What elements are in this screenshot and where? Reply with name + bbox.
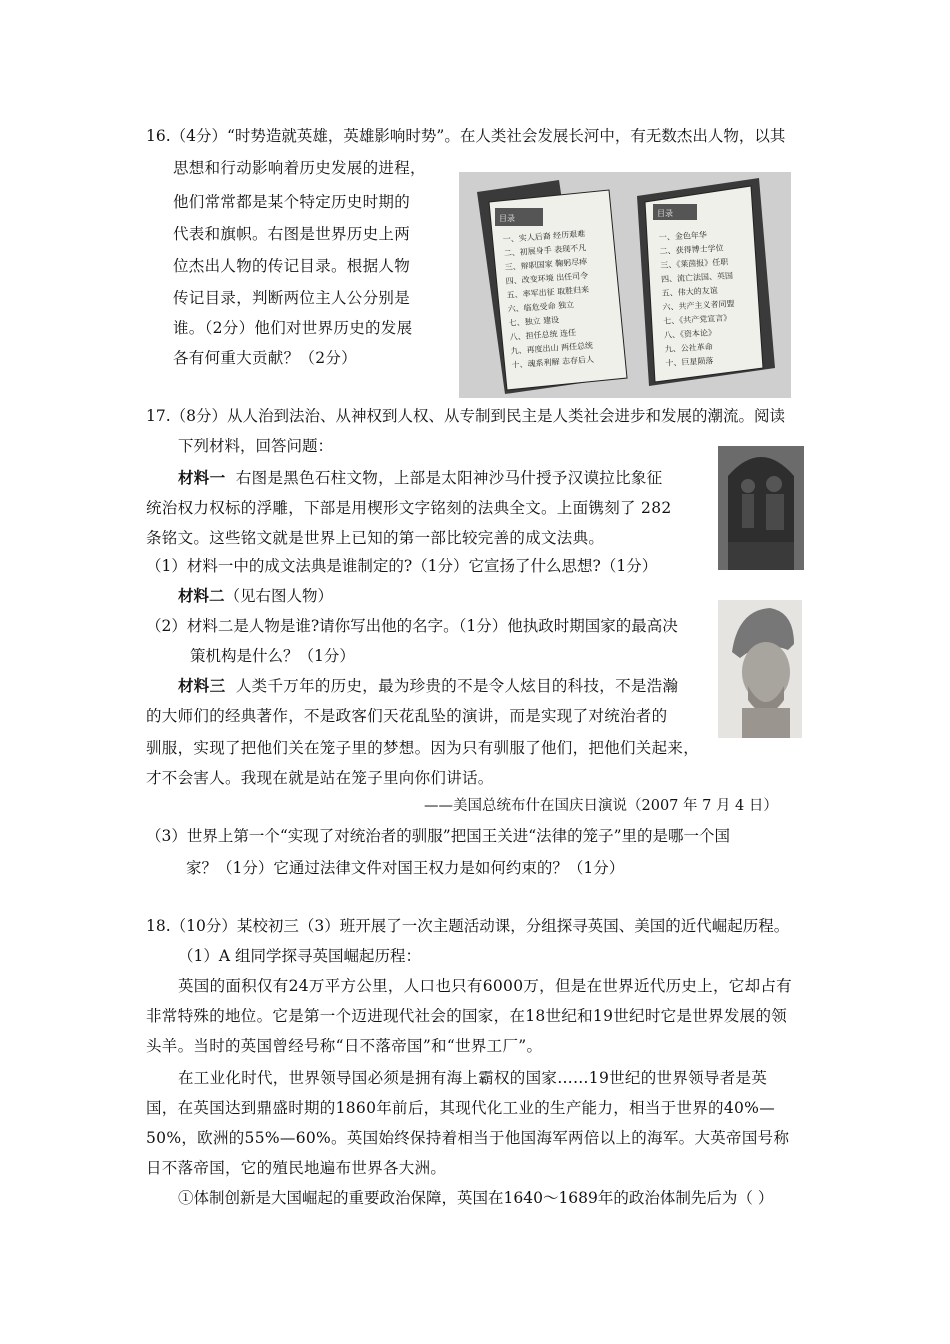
biography-contents-image	[459, 172, 791, 398]
hammurabi-stele-image	[718, 446, 804, 570]
material-3-source: ——美国总统布什在国庆日演说（2007 年 7 月 4 日）	[424, 798, 778, 814]
book-left-item: 八、担任总统 连任	[509, 328, 577, 342]
book-right-item: 七、《共产党宣言》	[663, 313, 732, 326]
q16-line-2: 思想和行动影响着历史发展的进程，	[173, 159, 426, 177]
book-right-item: 二、获得博士学位	[659, 243, 724, 256]
q18-para-1-line-1: 英国的面积仅有24万平方公里，人口也只有6000万，但是在世界近代历史上，它却占有	[178, 977, 792, 995]
q18-line-2: （1）A 组同学探寻英国崛起历程：	[178, 947, 421, 965]
book-right-item: 九、公社革命	[664, 342, 713, 354]
q17-sub-2-line-1: （2）材料二是人物是谁?请你写出他的名字。（1分）他执政时期国家的最高决	[146, 617, 678, 635]
material-3-line-4: 才不会害人。我现在就是站在笼子里向你们讲话。	[146, 769, 494, 787]
book-right-item: 五、伟大的友谊	[661, 286, 718, 298]
material-3-text: 人类千万年的历史，最为珍贵的不是令人炫目的科技，不是浩瀚	[235, 677, 679, 695]
material-3-line-2: 的大师们的经典著作，不是政客们天花乱坠的演讲，而是实现了对统治者的	[146, 707, 668, 725]
material-1-line-3: 条铭文。这些铭文就是世界上已知的第一部比较完善的成文法典。	[146, 529, 605, 547]
material-3-line-1	[178, 676, 678, 696]
q18-para-1-line-2: 非常特殊的地位。它是第一个迈进现代社会的国家，在18世纪和19世纪时它是世界发展的领	[146, 1007, 788, 1025]
q16-line-4: 代表和旗帜。右图是世界历史上两	[173, 225, 411, 243]
book-left-item: 三、辩职国家 鞠躬尽瘁	[504, 257, 588, 272]
material-1-line-1	[178, 468, 662, 488]
book-left-item: 七、独立 建设	[508, 315, 560, 328]
material-2-text: （见右图人物）	[224, 587, 334, 605]
pericles-bust-image	[718, 600, 802, 738]
book-left-title: 目录	[499, 214, 515, 223]
q18-para-2-line-3: 50%，欧洲的55%—60%。英国始终保持着相当于他国海军两倍以上的海军。大英帝国号称	[146, 1129, 790, 1147]
material-3-label: 材料三	[178, 676, 226, 695]
book-left-item: 一、实人后裔 经历艰难	[502, 229, 586, 244]
q18-sub-1: ①体制创新是大国崛起的重要政治保障，英国在1640～1689年的政治体制先后为（ ）	[178, 1189, 774, 1207]
q18-para-2-line-2: 国，在英国达到鼎盛时期的1860年前后，其现代化工业的生产能力，相当于世界的40%—	[146, 1099, 775, 1117]
q16-line-6: 传记目录，判断两位主人公分别是	[173, 289, 411, 307]
book-left-item: 二、初展身手 表现不凡	[503, 243, 587, 258]
q16-line-7: 谁。（2分）他们对世界历史的发展	[173, 319, 413, 337]
q17-sub-2-line-2: 策机构是什么？（1分）	[190, 647, 355, 665]
book-right-item: 三、《莱茵报》任职	[660, 257, 729, 270]
q17-line-1: 17.（8分）从人治到法治、从神权到人权、从专制到民主是人类社会进步和发展的潮流。阅读	[146, 407, 786, 425]
material-1-text: 右图是黑色石柱文物，上部是太阳神沙马什授予汉谟拉比象征	[235, 469, 663, 487]
book-right-item: 八、《资本论》	[663, 328, 717, 340]
book-right-item: 一、金色年华	[658, 230, 708, 242]
q17-sub-3-line-2: 家？（1分）它通过法律文件对国王权力是如何约束的？（1分）	[186, 859, 625, 877]
book-left-item: 五、率军出征 取胜归来	[506, 285, 590, 300]
book-right-item: 十、巨星陨落	[665, 356, 714, 368]
book-left-item: 四、改变环境 出任司令	[505, 271, 589, 286]
q18-para-2-line-4: 日不落帝国，它的殖民地遍布世界各大洲。	[146, 1159, 447, 1177]
material-2-label: 材料二	[178, 586, 225, 605]
biography-books-figure	[459, 172, 791, 398]
book-right-item: 六、共产主义者同盟	[662, 299, 735, 312]
book-left-item: 九、再度出山 两任总统	[510, 340, 594, 356]
book-right-title: 目录	[657, 209, 673, 218]
q16-line-3: 他们常常都是某个特定历史时期的	[173, 193, 411, 211]
q17-sub-3-line-1: （3）世界上第一个“实现了对统治者的驯服”把国王关进“法律的笼子”里的是哪一个国	[146, 827, 731, 845]
q16-line-5: 位杰出人物的传记目录。根据人物	[173, 257, 411, 275]
q17-sub-1: （1）材料一中的成文法典是谁制定的?（1分）它宣扬了什么思想?（1分）	[146, 557, 658, 575]
q18-line-1: 18.（10分）某校初三（3）班开展了一次主题活动课，分组探寻英国、美国的近代崛起历程。	[146, 917, 790, 935]
material-3-line-3: 驯服，实现了把他们关在笼子里的梦想。因为只有驯服了他们，把他们关起来，	[146, 739, 700, 757]
book-left-item: 十、魂系利解 志存后人	[511, 354, 595, 370]
material-1-line-2: 统治权力权标的浮雕，下部是用楔形文字铭刻的法典全文。上面镌刻了 282	[146, 499, 672, 517]
q18-para-1-line-3: 头羊。当时的英国曾经号称“日不落帝国”和“世界工厂”。	[146, 1037, 543, 1055]
stele-figure	[718, 446, 804, 570]
material-1-label: 材料一	[178, 468, 226, 487]
q18-para-2-line-1: 在工业化时代，世界领导国必须是拥有海上霸权的国家……19世纪的世界领导者是英	[178, 1069, 768, 1087]
q17-line-2: 下列材料，回答问题：	[178, 437, 334, 455]
q16-line-1: 16.（4分）“时势造就英雄，英雄影响时势”。在人类社会发展长河中，有无数杰出人物，以其	[146, 127, 786, 145]
book-right-item: 四、流亡法国、英国	[660, 271, 734, 284]
q16-line-8: 各有何重大贡献？（2分）	[173, 349, 357, 367]
material-2-line	[178, 586, 333, 606]
bust-figure	[718, 600, 802, 738]
book-left-item: 六、临危受命 独立	[507, 300, 575, 314]
